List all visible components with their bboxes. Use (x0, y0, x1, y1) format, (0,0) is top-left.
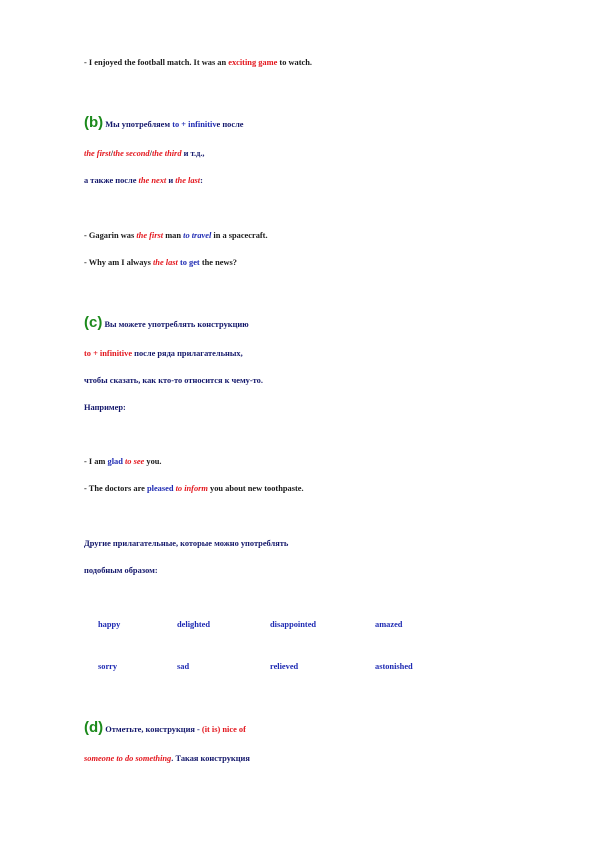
section-b-line2 (84, 148, 205, 160)
highlight-phrase: the last (152, 258, 178, 267)
highlight-phrase: to get (179, 258, 200, 267)
text: - I am (84, 457, 108, 466)
text: in a spacecraft. (211, 231, 268, 240)
adjective-item: sad (177, 662, 190, 671)
highlight-phrase: the second (113, 149, 150, 158)
adjective-item: relieved (270, 662, 299, 671)
text: / (149, 149, 152, 158)
adjective-item: disappointed (270, 620, 317, 629)
highlight-phrase: (it is) nice of (201, 725, 246, 734)
adjective-item: amazed (375, 620, 403, 629)
highlight-phrase: to + infinitiv (172, 120, 217, 129)
other-adjectives-line1: Другие прилагательные, которые можно употреблять (84, 539, 289, 548)
text: : (200, 176, 203, 185)
text: после ряда прилагательных, (132, 349, 243, 358)
section-c-line3: чтобы сказать, как кто-то относится к чему-то. (84, 376, 263, 385)
section-d-heading (84, 719, 246, 736)
adjective-item: sorry (98, 662, 118, 671)
highlight-phrase: to travel (183, 231, 212, 240)
section-marker-d: (d) (84, 719, 104, 736)
text: you. (144, 457, 162, 466)
highlight-phrase: the first (136, 231, 164, 240)
example-line-football (84, 57, 312, 69)
highlight-phrase: pleased (146, 484, 174, 493)
section-b-example-1 (84, 230, 268, 242)
text: man (163, 231, 184, 240)
highlight-phrase: glad (107, 457, 123, 466)
text: и т.д., (181, 149, 205, 158)
highlight-phrase: the next (138, 176, 167, 185)
highlight-phrase: to see (124, 457, 145, 466)
section-c-example-1 (84, 456, 162, 468)
highlight-phrase: to + infinitive (84, 349, 133, 358)
text: . Такая конструкция (171, 754, 250, 763)
section-c-line4: Например: (84, 403, 126, 412)
text: the news? (199, 258, 237, 267)
text: to watch. (277, 58, 312, 67)
text: / (110, 149, 114, 158)
section-c-heading (84, 314, 249, 331)
highlight-phrase: the last (175, 176, 201, 185)
text: Отметьте, конструкция - (103, 725, 202, 734)
text: - The doctors are (84, 484, 147, 493)
section-d-line2 (84, 753, 250, 765)
section-b-example-2 (84, 257, 237, 269)
text: Мы употребляем (103, 120, 173, 129)
text: you about new toothpaste. (207, 484, 304, 493)
text: Вы можете употреблять конструкцию (102, 320, 249, 329)
highlight-phrase: the first (84, 149, 111, 158)
section-c-line2 (84, 348, 243, 360)
highlight-phrase: exciting game (228, 58, 278, 67)
highlight-phrase: the third (151, 149, 182, 158)
text: а также после (84, 176, 139, 185)
section-marker-b: (b) (84, 114, 104, 131)
section-b-line3 (84, 175, 203, 187)
section-marker-c: (c) (84, 314, 103, 331)
adjective-item: delighted (177, 620, 211, 629)
other-adjectives-line2: подобным образом: (84, 566, 158, 575)
text: - I enjoyed the football match. It was an (84, 58, 229, 67)
text: - Gagarin was (84, 231, 137, 240)
text: и (166, 176, 176, 185)
adjective-item: astonished (375, 662, 413, 671)
section-c-example-2 (84, 483, 304, 495)
text: e после (216, 120, 244, 129)
highlight-phrase: someone to do something (84, 754, 172, 763)
adjective-item: happy (98, 620, 121, 629)
section-b-heading (84, 114, 244, 131)
text: - Why am I always (84, 258, 153, 267)
highlight-phrase: to inform (175, 484, 208, 493)
